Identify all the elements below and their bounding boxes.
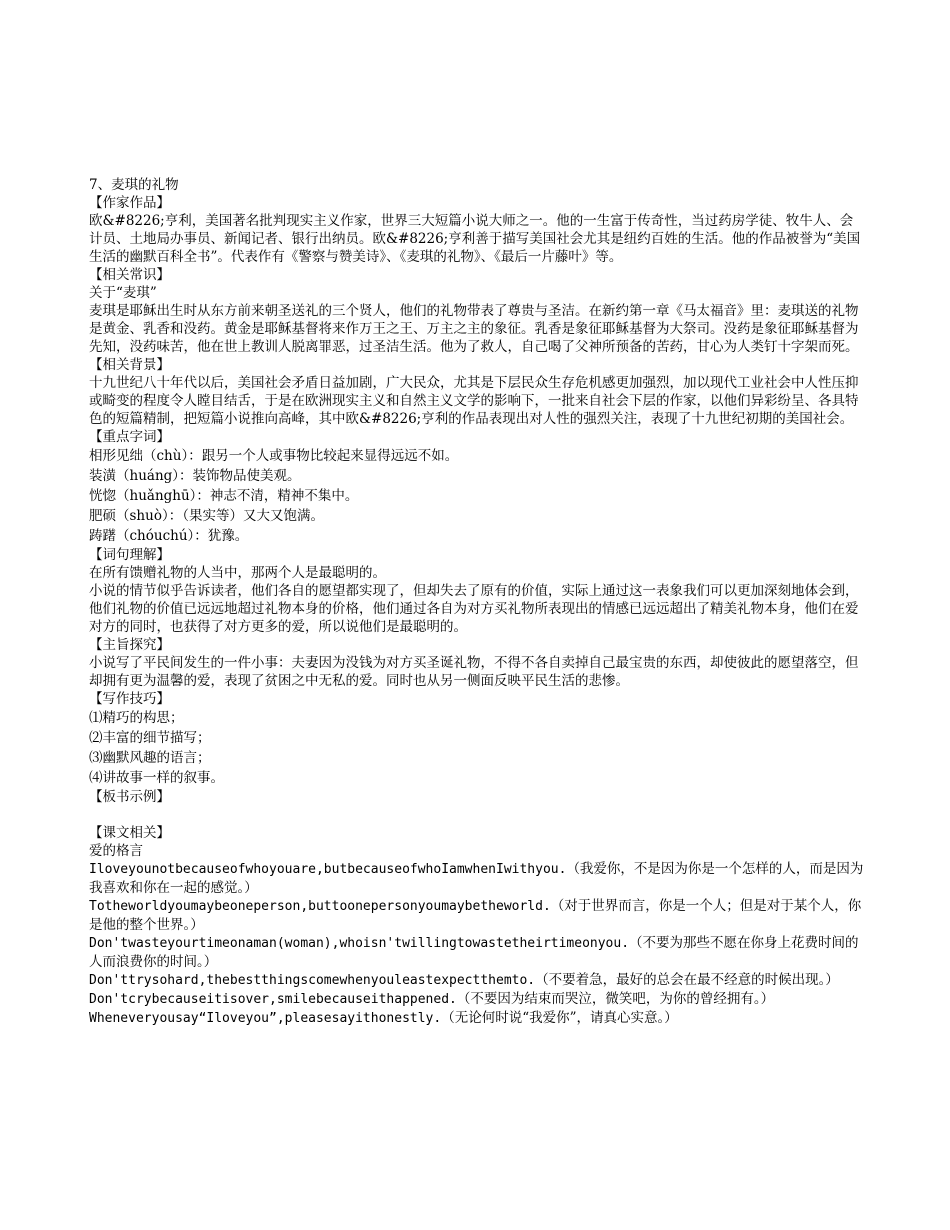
quote-chinese: （不要为那些不愿在你身上花费时间的人而浪费你的时间。）	[89, 935, 859, 970]
section-heading-board: 【板书示例】	[89, 789, 170, 805]
quote-english: Don'ttrysohard,thebestthingscomewhenyouleastexpectthemto.	[89, 973, 536, 988]
section-heading-knowledge: 【相关常识】	[89, 267, 170, 283]
quote-chinese: （不要着急，最好的总会在最不经意的时候出现。）	[535, 972, 839, 988]
quote-item	[89, 1009, 864, 1028]
vocab-item: 踌躇（chóuchú）：犹豫。	[89, 528, 249, 544]
technique-item: ⑷讲故事一样的叙事。	[89, 770, 224, 786]
section-heading-background: 【相关背景】	[89, 357, 170, 373]
author-paragraph: 欧&#8226;亨利，美国著名批判现实主义作家，世界三大短篇小说大师之一。他的一生富于传奇性，当过药房学徒、牧牛人、会计员、土地局办事员、新闻记者、银行出纳员。欧&#8226;亨利善于描写美国社会尤其是纽约百姓的生活。他的作品被誉为“美国生活的幽默百科全书”。代表作有《警察与赞美诗》、《麦琪的礼物》、《最后一片藤叶》等。	[89, 213, 861, 265]
quote-english: Iloveyounotbecauseofwhoyouare,butbecauseofwhoIamwhenIwithyou.	[89, 862, 567, 877]
section-heading-theme: 【主旨探究】	[89, 637, 170, 653]
quote-english: Wheneveryousay“Iloveyou”,pleasesayithonestly.	[89, 1011, 442, 1026]
background-paragraph: 十九世纪八十年代以后，美国社会矛盾日益加剧，广大民众，尤其是下层民众生存危机感更加强烈，加以现代工业社会中人性压抑或畸变的程度令人瞠目结舌，于是在欧洲现实主义和自然主义文学的影响下，一批来自社会下层的作家，以他们异彩纷呈、各具特色的短篇精制，把短篇小说推向高峰，其中欧&#8226;亨利的作品表现出对人性的强烈关注，表现了十九世纪初期的美国社会。	[89, 375, 859, 427]
quote-item	[89, 971, 864, 990]
quote-english: Totheworldyoumaybeoneperson,buttoonepersonyoumaybetheworld.	[89, 899, 551, 914]
knowledge-subheading: 关于“麦琪”	[89, 285, 157, 301]
quote-item	[89, 860, 864, 897]
section-heading-related: 【课文相关】	[89, 825, 170, 841]
quote-english: Don'tcrybecauseitisover,smilebecauseithappened.	[89, 992, 457, 1007]
vocab-item: 相形见绌（chù）：跟另一个人或事物比较起来显得远远不如。	[89, 448, 459, 464]
technique-item: ⑴精巧的构思；	[89, 710, 184, 726]
vocab-item: 肥硕（shuò）：（果实等）又大又饱满。	[89, 508, 324, 524]
section-heading-technique: 【写作技巧】	[89, 691, 170, 707]
document-title: 7、麦琪的礼物	[89, 177, 179, 193]
section-heading-vocab: 【重点字词】	[89, 429, 170, 445]
technique-item: ⑵丰富的细节描写；	[89, 730, 211, 746]
quote-chinese: （不要因为结束而哭泣，微笑吧，为你的曾经拥有。）	[456, 991, 775, 1007]
theme-paragraph: 小说写了平民间发生的一件小事：夫妻因为没钱为对方买圣诞礼物，不得不各自卖掉自己最宝贵的东西，却使彼此的愿望落空，但却拥有更为温馨的爱，表现了贫困之中无私的爱。同时也从另一侧面反映平民生活的悲惨。	[89, 655, 859, 689]
vocab-item: 恍惚（huǎnghū）：神志不清，精神不集中。	[89, 488, 359, 504]
vocab-item: 装潢（huáng）：装饰物品使美观。	[89, 468, 301, 484]
section-heading-sentence: 【词句理解】	[89, 547, 170, 563]
quote-chinese: （对于世界而言，你是一个人；但是对于某个人，你是他的整个世界。）	[89, 898, 862, 933]
quote-chinese: （我爱你，不是因为你是一个怎样的人，而是因为我喜欢和你在一起的感觉。）	[89, 861, 864, 896]
quote-item	[89, 934, 864, 971]
blank-line	[89, 806, 864, 824]
quote-english: Don'twasteyourtimeonaman(woman),whoisn'twillingtowastetheirtimeonyou.	[89, 936, 630, 951]
related-subheading: 爱的格言	[89, 843, 143, 859]
quote-chinese: （无论何时说“我爱你”，请真心实意。）	[441, 1010, 678, 1026]
sentence-paragraph: 小说的情节似乎告诉读者，他们各自的愿望都实现了，但却失去了原有的价值，实际上通过这一表象我们可以更加深刻地体会到，他们礼物的价值已远远地超过礼物本身的价格，他们通过各自为对方买礼物所表现出的情感已远远超出了精美礼物本身，他们在爱对方的同时，也获得了对方更多的爱，所以说他们是最聪明的。	[89, 583, 859, 635]
sentence-line: 在所有馈赠礼物的人当中，那两个人是最聪明的。	[89, 565, 386, 581]
quote-item	[89, 897, 864, 934]
technique-item: ⑶幽默风趣的语言；	[89, 750, 211, 766]
section-heading-author: 【作家作品】	[89, 195, 170, 211]
knowledge-paragraph: 麦琪是耶稣出生时从东方前来朝圣送礼的三个贤人，他们的礼物带表了尊贵与圣洁。在新约第一章《马太福音》里：麦琪送的礼物是黄金、乳香和没药。黄金是耶稣基督将来作万王之王、万主之主的象征。乳香是象征耶稣基督为大祭司。没药是象征耶稣基督为先知，没药味苦，他在世上教训人脱离罪恶，过圣洁生活。他为了救人，自己喝了父神所预备的苦药，甘心为人类钉十字架而死。	[89, 303, 859, 355]
quote-item	[89, 990, 864, 1009]
document-body	[89, 176, 864, 1028]
